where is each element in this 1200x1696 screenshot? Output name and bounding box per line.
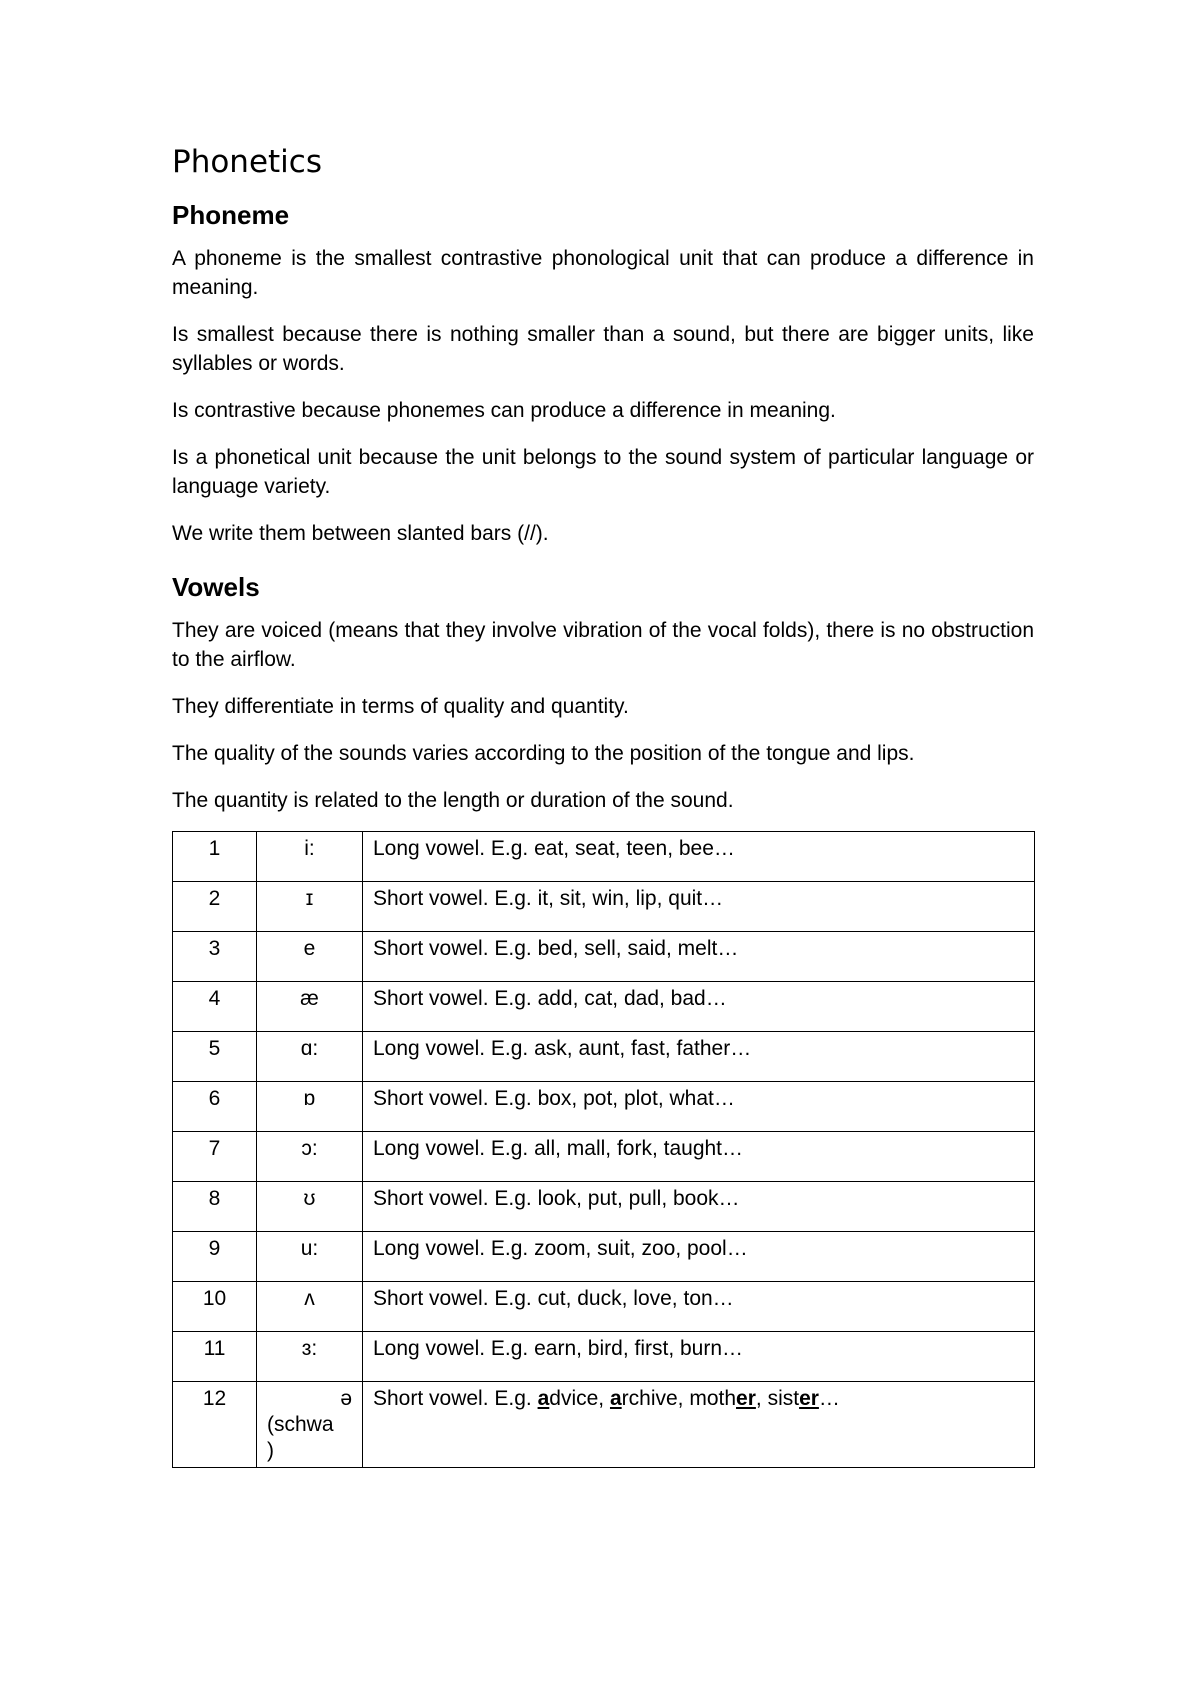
vowel-symbol: e (257, 932, 363, 982)
table-row (173, 1032, 1035, 1082)
vowel-description: Short vowel. E.g. cut, duck, love, ton… (363, 1282, 1035, 1332)
vowel-number: 8 (173, 1182, 257, 1232)
word-prefix: moth (689, 1387, 737, 1410)
vowel-number: 6 (173, 1082, 257, 1132)
vowel-description: Long vowel. E.g. ask, aunt, fast, father… (363, 1032, 1035, 1082)
table-row (173, 1132, 1035, 1182)
vowel-number: 3 (173, 932, 257, 982)
underlined-letters: er (736, 1387, 756, 1410)
vowel-symbol: ɜ: (257, 1332, 363, 1382)
word-prefix: sist (767, 1387, 800, 1410)
vowel-number: 1 (173, 832, 257, 882)
vowel-description: Long vowel. E.g. eat, seat, teen, bee… (363, 832, 1035, 882)
underlined-letters: a (609, 1387, 622, 1410)
vowel-description: Short vowel. E.g. look, put, pull, book… (363, 1182, 1035, 1232)
table-row (173, 1082, 1035, 1132)
vowel-symbol: ɪ (257, 882, 363, 932)
vowel-symbol-cell (257, 1382, 363, 1468)
vowel-description: Short vowel. E.g. it, sit, win, lip, quit… (363, 882, 1035, 932)
table-row (173, 832, 1035, 882)
table-row (173, 1282, 1035, 1332)
vowel-symbol: æ (257, 982, 363, 1032)
description-prefix: Short vowel. E.g. (373, 1387, 538, 1410)
vowel-number: 11 (173, 1332, 257, 1382)
table-row (173, 1182, 1035, 1232)
vowels-table (172, 831, 1035, 1468)
vowel-number: 5 (173, 1032, 257, 1082)
vowel-description: Long vowel. E.g. earn, bird, first, burn… (363, 1332, 1035, 1382)
vowels-paragraph: They are voiced (means that they involve vibration of the vocal folds), there is no obstruction to the airflow. (172, 619, 1034, 671)
phoneme-paragraph: We write them between slanted bars (//). (172, 522, 549, 545)
vowel-number: 9 (173, 1232, 257, 1282)
phoneme-paragraph: Is smallest because there is nothing smaller than a sound, but there are bigger units, like syllables or words. (172, 323, 1034, 375)
vowel-description: Short vowel. E.g. add, cat, dad, bad… (363, 982, 1035, 1032)
vowel-number: 2 (173, 882, 257, 932)
document-page (172, 140, 1034, 1468)
table-row (173, 1232, 1035, 1282)
table-row (173, 1382, 1035, 1468)
table-row (173, 982, 1035, 1032)
vowel-symbol: ə (340, 1387, 352, 1410)
table-row (173, 932, 1035, 982)
table-row (173, 882, 1035, 932)
phoneme-heading: Phoneme (172, 200, 290, 230)
vowel-description: Short vowel. E.g. box, pot, plot, what… (363, 1082, 1035, 1132)
table-row (173, 1332, 1035, 1382)
vowel-symbol-note-end: ) (267, 1439, 274, 1462)
underlined-letters: a (537, 1387, 550, 1410)
vowels-paragraph: They differentiate in terms of quality and quantity. (172, 695, 629, 718)
vowel-symbol: ʌ (257, 1282, 363, 1332)
word-rest: rchive, (621, 1387, 690, 1410)
phoneme-paragraph: Is a phonetical unit because the unit belongs to the sound system of particular language or language variety. (172, 446, 1034, 498)
vowel-number: 7 (173, 1132, 257, 1182)
vowel-symbol-note: (schwa (267, 1413, 334, 1436)
vowel-description (363, 1382, 1035, 1468)
phoneme-paragraph: Is contrastive because phonemes can produce a difference in meaning. (172, 399, 836, 422)
vowel-symbol: i: (257, 832, 363, 882)
vowel-description: Short vowel. E.g. bed, sell, said, melt… (363, 932, 1035, 982)
vowel-symbol: ɔ: (257, 1132, 363, 1182)
vowel-symbol: ɑ: (257, 1032, 363, 1082)
word-rest: , (755, 1387, 768, 1410)
vowel-symbol: u: (257, 1232, 363, 1282)
word-rest: … (818, 1387, 840, 1410)
word-rest: dvice, (549, 1387, 610, 1410)
vowels-paragraph: The quantity is related to the length or duration of the sound. (172, 789, 734, 812)
vowel-description: Long vowel. E.g. zoom, suit, zoo, pool… (363, 1232, 1035, 1282)
vowel-number: 10 (173, 1282, 257, 1332)
phoneme-paragraph: A phoneme is the smallest contrastive phonological unit that can produce a difference in meaning. (172, 247, 1034, 299)
vowels-paragraph: The quality of the sounds varies according to the position of the tongue and lips. (172, 742, 915, 765)
vowels-heading: Vowels (172, 572, 260, 602)
page-title: Phonetics (172, 144, 322, 180)
vowel-symbol: ʊ (257, 1182, 363, 1232)
underlined-letters: er (799, 1387, 819, 1410)
vowel-number: 12 (173, 1382, 257, 1468)
vowel-symbol: ɒ (257, 1082, 363, 1132)
vowel-number: 4 (173, 982, 257, 1032)
vowel-description: Long vowel. E.g. all, mall, fork, taught… (363, 1132, 1035, 1182)
